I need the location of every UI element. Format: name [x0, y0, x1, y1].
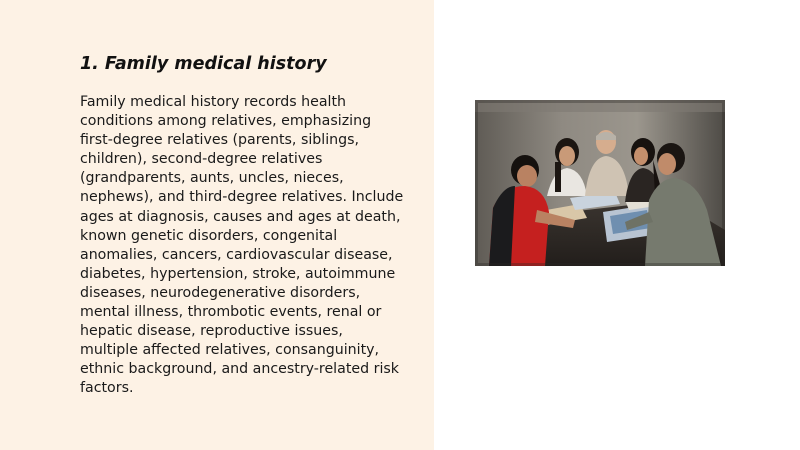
body-line: multiple affected relatives, consanguinity, [80, 342, 380, 359]
body-line: (grandparents, aunts, uncles, nieces, [80, 170, 344, 187]
body-line: hepatic disease, reproductive issues, [80, 323, 343, 340]
body-line: ages at diagnosis, causes and ages at death, [80, 208, 401, 225]
slide-body-text [80, 93, 425, 399]
body-line: diabetes, hypertension, stroke, autoimmune [80, 265, 396, 282]
body-line: diseases, neurodegenerative disorders, [80, 284, 361, 301]
body-line: anomalies, cancers, cardiovascular disease, [80, 246, 393, 263]
body-line: mental illness, thrombotic events, renal or [80, 304, 382, 321]
slide-heading: 1. Family medical history [80, 54, 327, 74]
body-line: ethnic background, and ancestry-related risk [80, 361, 400, 378]
body-line: known genetic disorders, congenital [80, 227, 338, 244]
body-line: first-degree relatives (parents, siblings, [80, 132, 360, 149]
family-gathering-photo [475, 100, 725, 266]
body-line: Family medical history records health [80, 94, 347, 110]
body-line: conditions among relatives, emphasizing [80, 113, 372, 130]
body-line: factors. [80, 380, 134, 397]
body-line: nephews), and third-degree relatives. Include [80, 189, 404, 206]
body-line: children), second-degree relatives [80, 151, 323, 168]
